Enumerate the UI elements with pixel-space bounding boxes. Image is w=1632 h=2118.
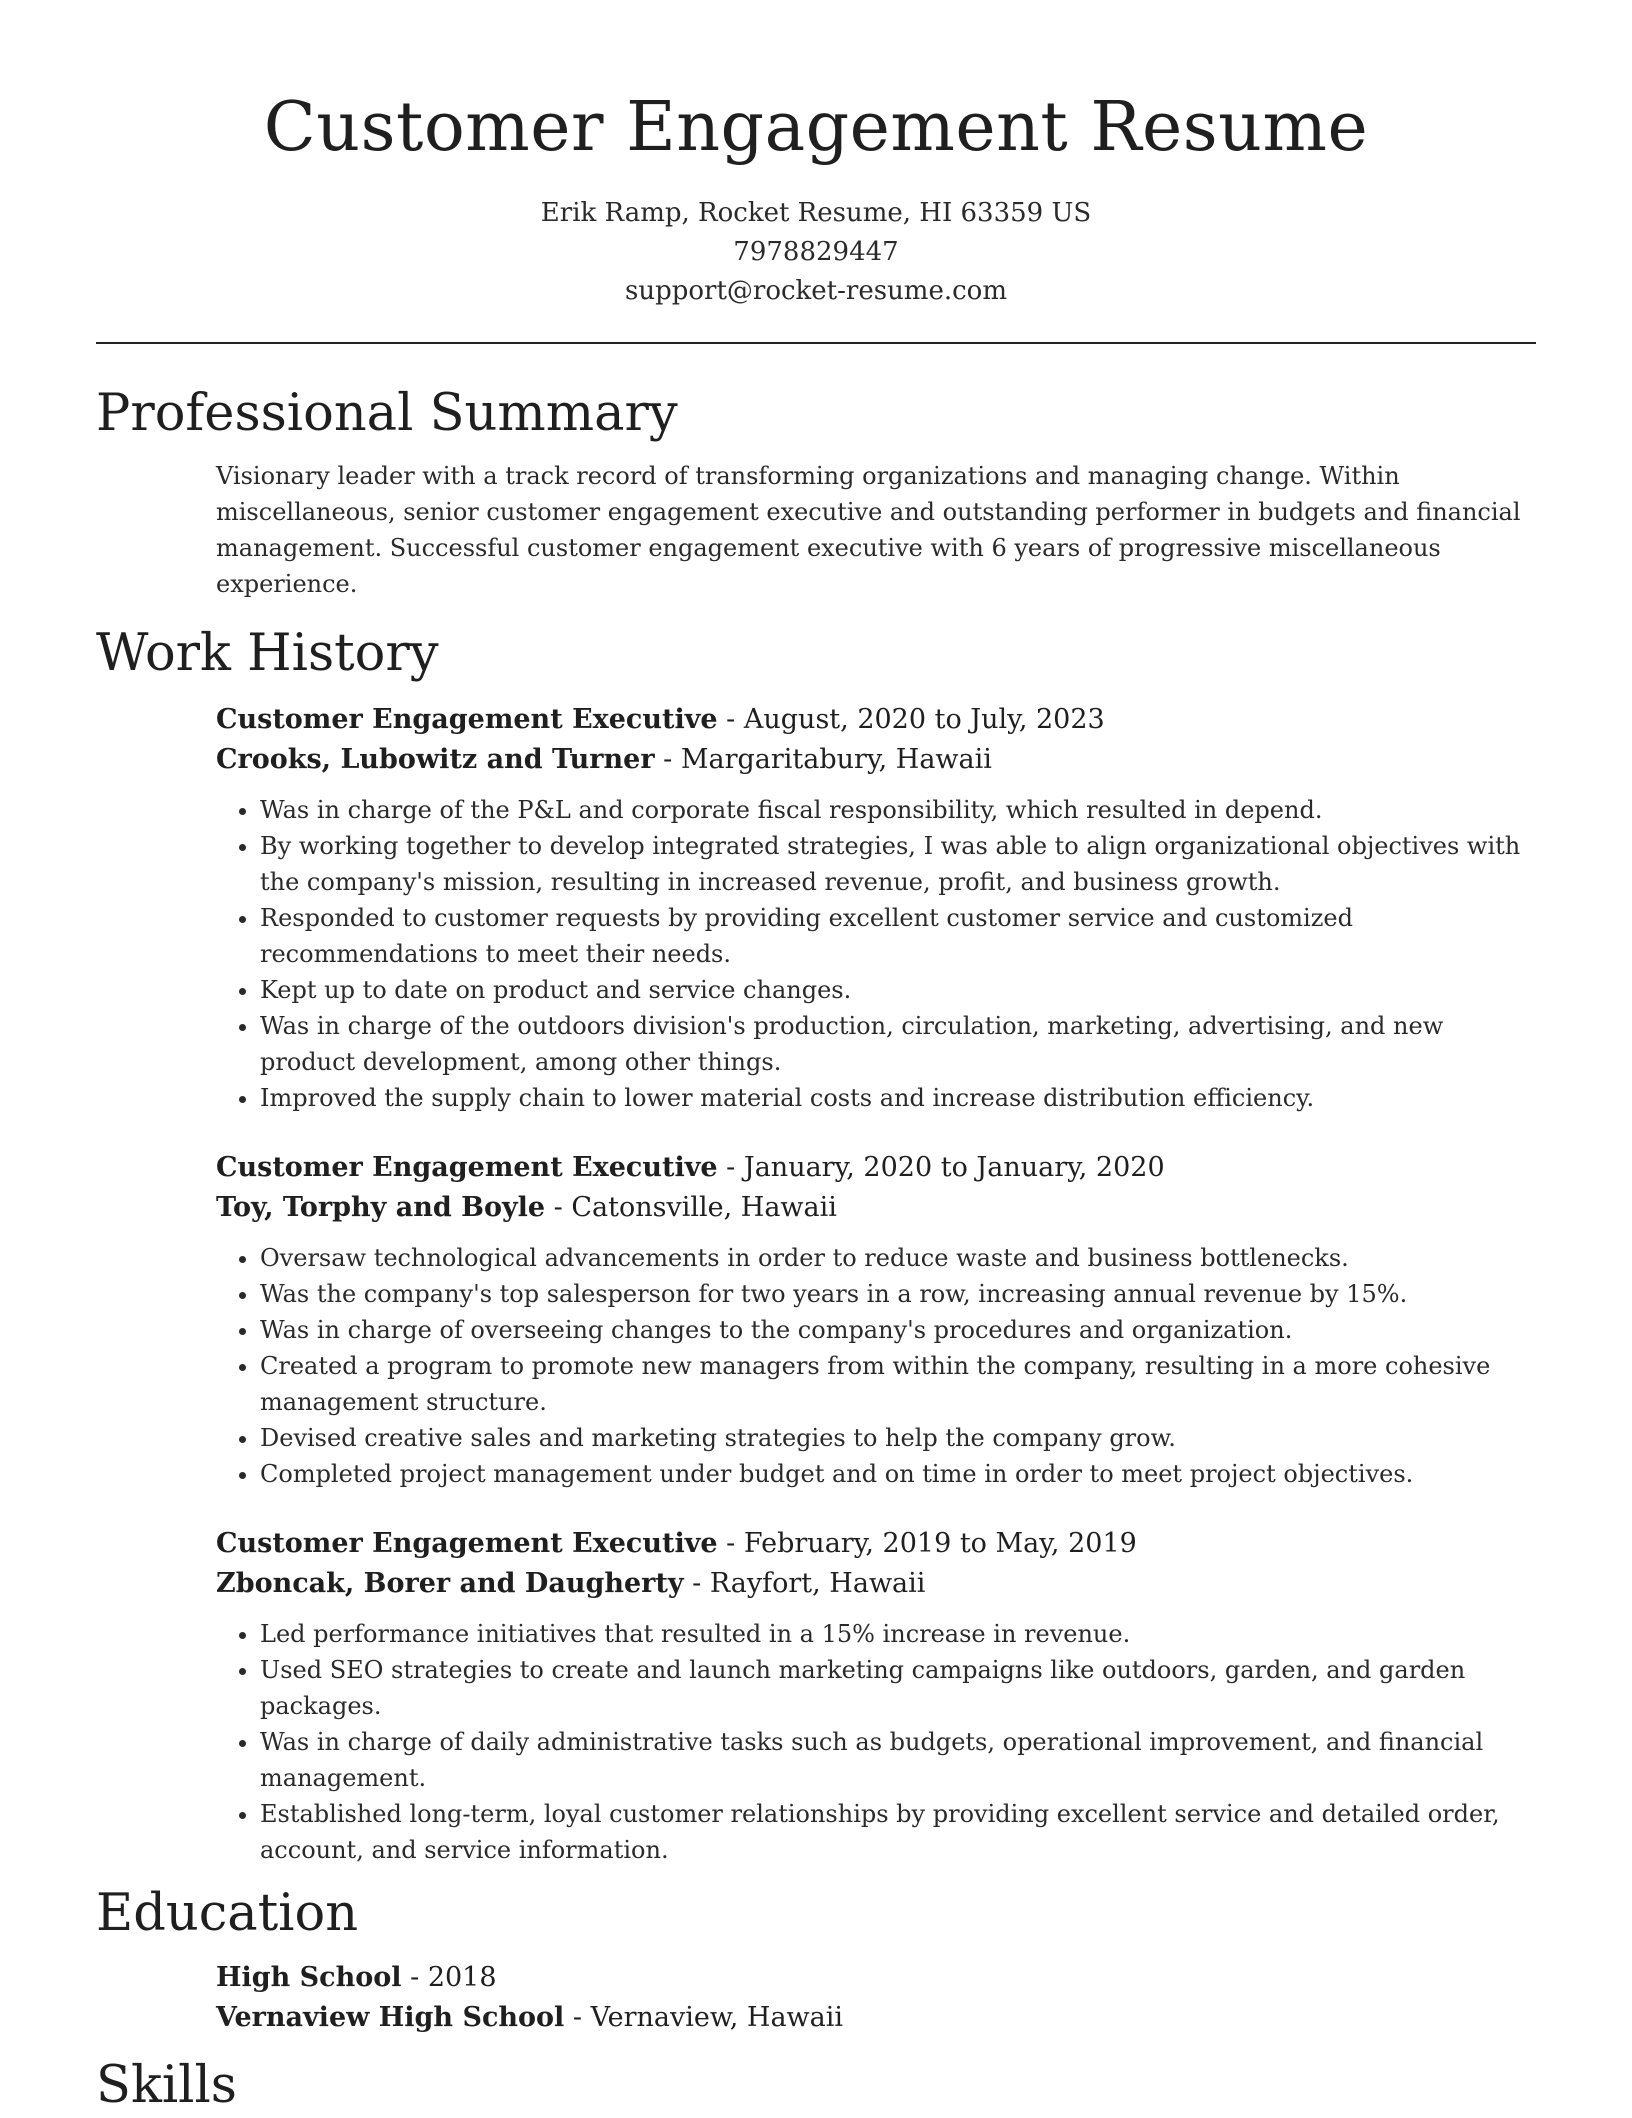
contact-info: [0, 194, 1632, 311]
education-school: Vernaview High School: [216, 2002, 565, 2033]
job-title-line: [216, 1148, 1536, 1188]
job-title-line: [216, 700, 1536, 740]
job-title: Customer Engagement Executive: [216, 1152, 718, 1183]
job-location: - Margaritabury, Hawaii: [654, 744, 992, 775]
education-location: - Vernaview, Hawaii: [564, 2002, 844, 2033]
summary-heading: Professional Summary: [96, 384, 678, 443]
resume-title: Customer Engagement Resume: [263, 88, 1369, 167]
job-company-line: [216, 1188, 1536, 1228]
job-dates: - January, 2020 to January, 2020: [717, 1152, 1165, 1183]
job-bullet: • Established long-term, loyal customer relationships by providing excellent service and detailed order, account, and service information.: [260, 1796, 1536, 1868]
job-company-line: [216, 1564, 1536, 1604]
job-location: - Catonsville, Hawaii: [545, 1192, 837, 1223]
education-heading: Education: [96, 1884, 359, 1943]
job-company-line: [216, 740, 1536, 780]
job-bullet: • Was in charge of the P&L and corporate fiscal responsibility, which resulted in depend.: [260, 792, 1536, 828]
job-company: Zboncak, Borer and Daugherty: [216, 1568, 684, 1599]
education-degree: High School: [216, 1962, 402, 1993]
job-bullet: • Created a program to promote new managers from within the company, resulting in a more cohesive management structure.: [260, 1348, 1536, 1420]
job-dates: - February, 2019 to May, 2019: [717, 1528, 1137, 1559]
job-bullet: • Kept up to date on product and service changes.: [260, 972, 1536, 1008]
job-bullets: [216, 792, 1536, 1116]
header-divider: [96, 342, 1536, 344]
job-entry: [216, 1524, 1536, 1868]
job-company: Crooks, Lubowitz and Turner: [216, 744, 655, 775]
contact-phone: 7978829447: [733, 237, 899, 267]
education-school-line: [216, 1998, 1536, 2038]
job-bullet: • Devised creative sales and marketing strategies to help the company grow.: [260, 1420, 1536, 1456]
work-history-section: [216, 700, 1536, 1868]
job-entry: [216, 700, 1536, 1116]
job-bullet: • Completed project management under budget and on time in order to meet project objectives.: [260, 1456, 1536, 1492]
job-bullets: [216, 1240, 1536, 1492]
job-bullet: • By working together to develop integrated strategies, I was able to align organizational objectives with the company's mission, resulting in increased revenue, profit, and business growth.: [260, 828, 1536, 900]
job-bullet: • Responded to customer requests by providing excellent customer service and customized recommendations to meet their needs.: [260, 900, 1536, 972]
job-title: Customer Engagement Executive: [216, 704, 718, 735]
work-history-heading: Work History: [96, 624, 439, 683]
resume-header: [0, 0, 1632, 311]
education-degree-line: [216, 1958, 1536, 1998]
job-bullet: • Was in charge of overseeing changes to the company's procedures and organization.: [260, 1312, 1536, 1348]
job-location: - Rayfort, Hawaii: [683, 1568, 926, 1599]
job-title-line: [216, 1524, 1536, 1564]
job-bullet: • Used SEO strategies to create and launch marketing campaigns like outdoors, garden, and garden packages.: [260, 1652, 1536, 1724]
job-bullet: • Improved the supply chain to lower material costs and increase distribution efficiency.: [260, 1080, 1536, 1116]
job-bullet: • Was in charge of the outdoors division's production, circulation, marketing, advertising, and new product development, among other things.: [260, 1008, 1536, 1080]
job-title: Customer Engagement Executive: [216, 1528, 718, 1559]
job-entry: [216, 1148, 1536, 1492]
job-dates: - August, 2020 to July, 2023: [717, 704, 1105, 735]
job-bullet: • Led performance initiatives that resulted in a 15% increase in revenue.: [260, 1616, 1536, 1652]
contact-email: support@rocket-resume.com: [624, 276, 1007, 306]
contact-address: Erik Ramp, Rocket Resume, HI 63359 US: [540, 198, 1092, 228]
job-bullets: [216, 1616, 1536, 1868]
job-bullet: • Was the company's top salesperson for two years in a row, increasing annual revenue by 15%.: [260, 1276, 1536, 1312]
education-year: - 2018: [401, 1962, 497, 1993]
job-bullet: • Oversaw technological advancements in order to reduce waste and business bottlenecks.: [260, 1240, 1536, 1276]
summary-text: Visionary leader with a track record of transforming organizations and managing change. Within miscellaneous, senior customer engagement executive and outstanding performer in budgets and financial management. Successful customer engagement executive with 6 years of progressive miscellaneous experience.: [216, 462, 1521, 598]
job-bullet: • Was in charge of daily administrative tasks such as budgets, operational improvement, and financial management.: [260, 1724, 1536, 1796]
job-company: Toy, Torphy and Boyle: [216, 1192, 546, 1223]
education-section: [216, 1958, 1536, 2038]
skills-heading: Skills: [96, 2056, 237, 2115]
summary-section: [216, 458, 1536, 602]
